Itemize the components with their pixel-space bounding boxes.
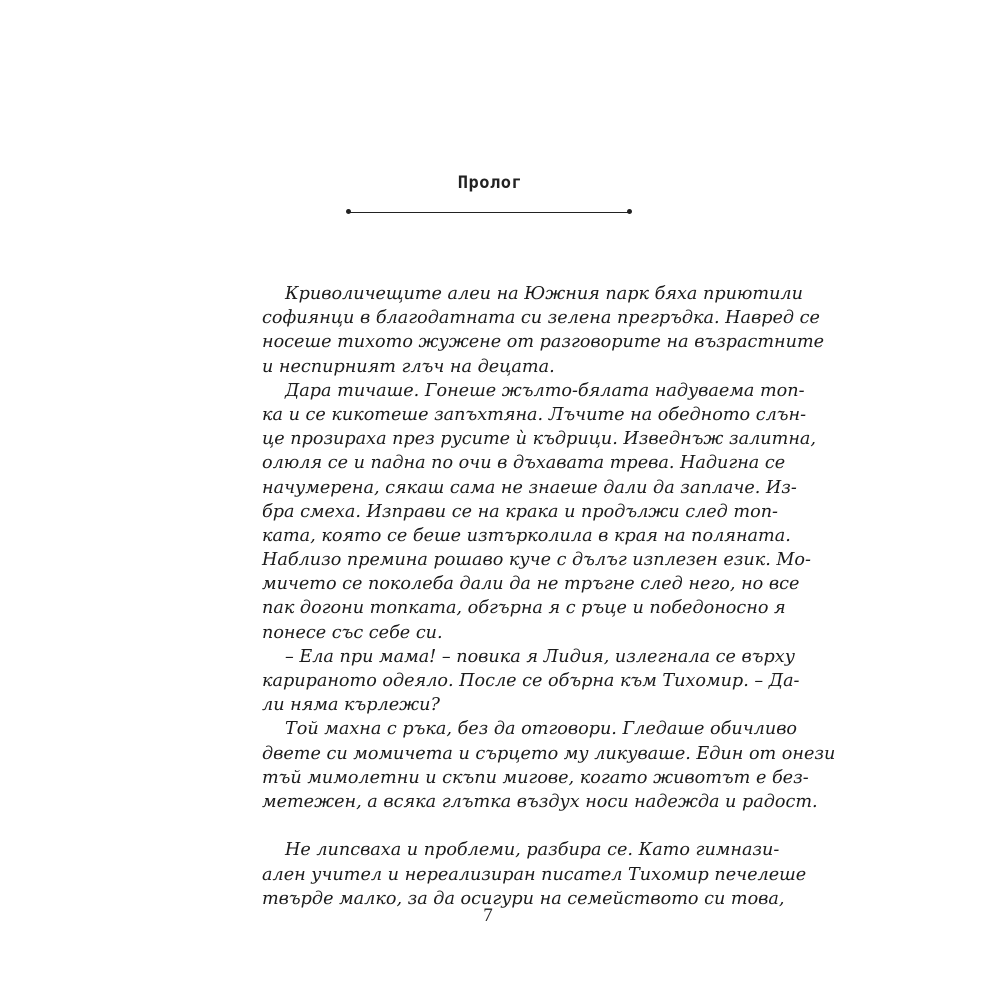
text-line: двете си момичета и сърцето му ликуваше. Един от онези [262, 743, 836, 764]
title-divider-ornament [346, 209, 632, 215]
text-line: начумерена, сякаш сама не знаеше дали да заплаче. Из- [262, 477, 797, 498]
text-line: олюля се и падна по очи в дъхавата трева. Надигна се [262, 453, 786, 474]
text-line: Той махна с ръка, без да отговори. Гледаше обичливо [285, 719, 798, 740]
text-line: софиянци в благодатната си зелена прегръдка. Навред се [262, 308, 820, 329]
text-line: носеше тихото жужене от разговорите на възрастните [262, 332, 825, 353]
text-line: тъй мимолетни и скъпи мигове, когато животът е без- [262, 767, 809, 788]
text-line: и неспирният глъч на децата. [262, 356, 555, 377]
text-line: ален учител и нереализиран писател Тихомир печелеше [262, 864, 807, 885]
text-line: твърде малко, за да осигури на семейството си това, [262, 888, 785, 909]
text-line: Наблизо премина рошаво куче с дълъг изплезен език. Мо- [262, 550, 811, 571]
page-number: 7 [483, 905, 493, 926]
text-line: метежен, а всяка глътка въздух носи надежда и радост. [262, 791, 818, 812]
text-line: понесе със себе си. [262, 622, 443, 643]
body-text [262, 282, 836, 911]
divider-dot-right [627, 209, 632, 214]
text-line: Дара тичаше. Гонеше жълто-бялата надуваема топ- [285, 380, 805, 401]
text-line: ката, която се беше изтърколила в края на поляната. [262, 525, 791, 546]
chapter-title: Пролог [457, 173, 523, 193]
text-line: мичето се поколеба дали да не тръгне след него, но все [262, 574, 800, 595]
text-line: це прозираха през русите ѝ къдрици. Изведнъж залитна, [262, 429, 816, 450]
section-break [262, 814, 714, 838]
text-line: Криволичещите алеи на Южния парк бяха приютили [285, 284, 803, 304]
text-line: Не липсваха и проблеми, разбира се. Като гимнази- [285, 840, 780, 861]
text-line: пак догони топката, обгърна я с ръце и победоносно я [262, 598, 786, 619]
divider-line [350, 212, 628, 213]
text-line: – Ела при мама! – повика я Лидия, излегнала се върху [285, 646, 795, 667]
text-line: ли няма кърлежи? [262, 695, 440, 716]
text-line: бра смеха. Изправи се на крака и продължи след топ- [262, 501, 778, 522]
text-line: карираното одеяло. После се обърна към Тихомир. – Да- [262, 671, 800, 691]
text-line: ка и се кикотеше запъхтяна. Лъчите на обедното слън- [262, 404, 807, 425]
